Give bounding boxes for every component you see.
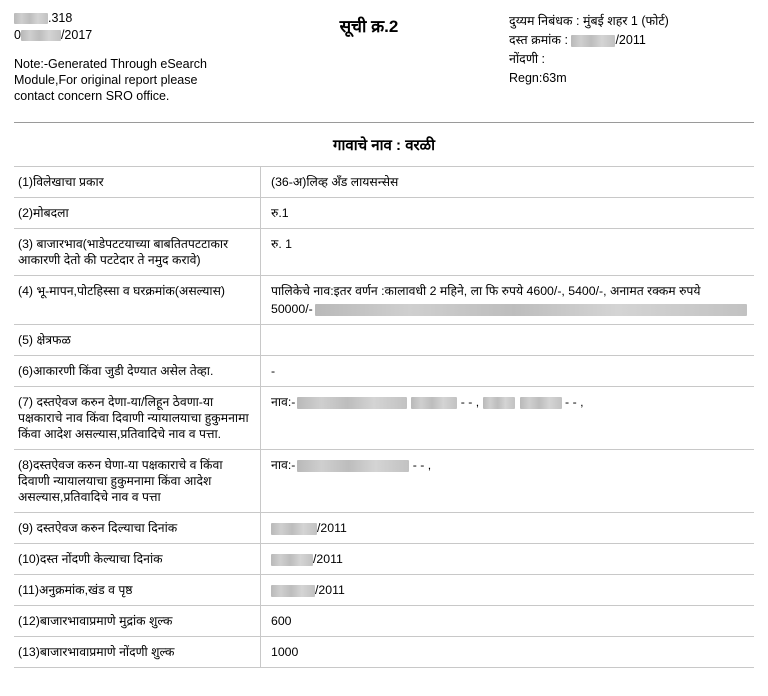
table-row bbox=[14, 325, 754, 356]
row-value: 1000 bbox=[261, 637, 755, 668]
registrar-row bbox=[509, 12, 754, 31]
village-value: वरळी bbox=[405, 137, 435, 154]
row-value bbox=[261, 325, 755, 356]
redacted-bar bbox=[271, 585, 315, 597]
row-value: 600 bbox=[261, 606, 755, 637]
row-label: (9) दस्तऐवज करुन दिल्याचा दिनांक bbox=[14, 513, 261, 544]
row-label: (7) दस्तऐवज करुन देणा-या/लिहून ठेवणा-या पक्षकाराचे नाव किंवा दिवाणी न्यायालयाचा हुकुमनामा किंवा आदेश असल्यास,प्रतिवादिचे नाव व पत्ता. bbox=[14, 387, 261, 450]
row-label: (10)दस्त नोंदणी केल्याचा दिनांक bbox=[14, 544, 261, 575]
row-value: /2011 bbox=[261, 513, 755, 544]
row-value: नाव:- - - , - - , bbox=[261, 387, 755, 450]
row-value: - bbox=[261, 356, 755, 387]
redacted-bar bbox=[297, 460, 409, 472]
table-row bbox=[14, 606, 754, 637]
document-number-label: दस्त क्रमांक : bbox=[509, 33, 568, 47]
row-label: (8)दस्तऐवज करुन घेणा-या पक्षकाराचे व किंवा दिवाणी न्यायालयाचा हुकुमनामा किंवा आदेश असल्यास,प्रतिवादिचे नाव व पत्ता bbox=[14, 450, 261, 513]
redacted-bar bbox=[271, 554, 313, 566]
table-row bbox=[14, 276, 754, 325]
document-number-row bbox=[509, 31, 754, 50]
regn-label: Regn:63m bbox=[509, 71, 567, 85]
row-label: (13)बाजारभावाप्रमाणे नोंदणी शुल्क bbox=[14, 637, 261, 668]
row-value-line1: पालिकेचे नाव:इतर वर्णन :कालावधी 2 महिने, ला फि रुपये 4600/-, 5400/-, अनामत रक्कम रुपये bbox=[271, 284, 701, 298]
document-number-suffix: /2011 bbox=[615, 33, 646, 47]
redacted-bar bbox=[297, 397, 407, 409]
registrar-value: मुंबई शहर 1 (फोर्ट) bbox=[582, 14, 669, 28]
row-label: (2)मोबदला bbox=[14, 198, 261, 229]
redacted-bar bbox=[411, 397, 457, 409]
header-ref-line-1: .318 bbox=[14, 10, 229, 27]
row-label: (6)आकारणी किंवा जुडी देण्यात असेल तेव्हा. bbox=[14, 356, 261, 387]
row-value: (36-अ)लिव्ह अँड लायसन्सेस bbox=[261, 167, 755, 198]
registrar-label: दुय्यम निबंधक : bbox=[509, 14, 580, 28]
regn-row bbox=[509, 69, 754, 88]
redacted-bar bbox=[21, 30, 61, 41]
header-note: Note:-Generated Through eSearch Module,For original report please contact concern SRO office. bbox=[14, 57, 207, 103]
row-value: /2011 bbox=[261, 544, 755, 575]
redacted-bar bbox=[14, 13, 48, 24]
row-label: (11)अनुक्रमांक,खंड व पृष्ठ bbox=[14, 575, 261, 606]
village-heading bbox=[14, 123, 754, 166]
table-row bbox=[14, 167, 754, 198]
document-header bbox=[14, 10, 754, 118]
header-center-block bbox=[229, 10, 509, 37]
table-row bbox=[14, 229, 754, 276]
row-label: (5) क्षेत्रफळ bbox=[14, 325, 261, 356]
table-row bbox=[14, 637, 754, 668]
redacted-bar bbox=[271, 523, 317, 535]
nondani-label: नोंदणी : bbox=[509, 52, 546, 66]
table-row bbox=[14, 387, 754, 450]
table-row bbox=[14, 544, 754, 575]
table-row bbox=[14, 198, 754, 229]
table-row bbox=[14, 575, 754, 606]
header-ref-line-2: 0 /2017 bbox=[14, 28, 93, 42]
row-value: नाव:- - - , bbox=[261, 450, 755, 513]
row-label: (3) बाजारभाव(भाडेपटटयाच्या बाबतितपटटाकार आकारणी देतो की पटटेदार ते नमुद करावे) bbox=[14, 229, 261, 276]
redacted-bar bbox=[483, 397, 515, 409]
row-value: रु. 1 bbox=[261, 229, 755, 276]
row-value bbox=[261, 276, 755, 325]
header-left-block bbox=[14, 10, 229, 104]
header-right-block bbox=[509, 10, 754, 88]
row-label: (1)विलेखाचा प्रकार bbox=[14, 167, 261, 198]
row-label: (4) भू-मापन,पोटहिस्सा व घरक्रमांक(असल्यास) bbox=[14, 276, 261, 325]
table-row bbox=[14, 513, 754, 544]
redacted-bar bbox=[315, 304, 747, 316]
redacted-bar bbox=[571, 35, 615, 47]
page-title: सूची क्र.2 bbox=[339, 17, 399, 36]
redacted-bar bbox=[520, 397, 562, 409]
table-row bbox=[14, 356, 754, 387]
row-value-line2: 50000/- bbox=[271, 301, 750, 317]
nondani-row bbox=[509, 50, 754, 69]
table-row bbox=[14, 450, 754, 513]
details-table bbox=[14, 166, 754, 668]
row-value: रु.1 bbox=[261, 198, 755, 229]
row-label: (12)बाजारभावाप्रमाणे मुद्रांक शुल्क bbox=[14, 606, 261, 637]
village-label: गावाचे नाव : bbox=[333, 137, 402, 154]
row-value: /2011 bbox=[261, 575, 755, 606]
